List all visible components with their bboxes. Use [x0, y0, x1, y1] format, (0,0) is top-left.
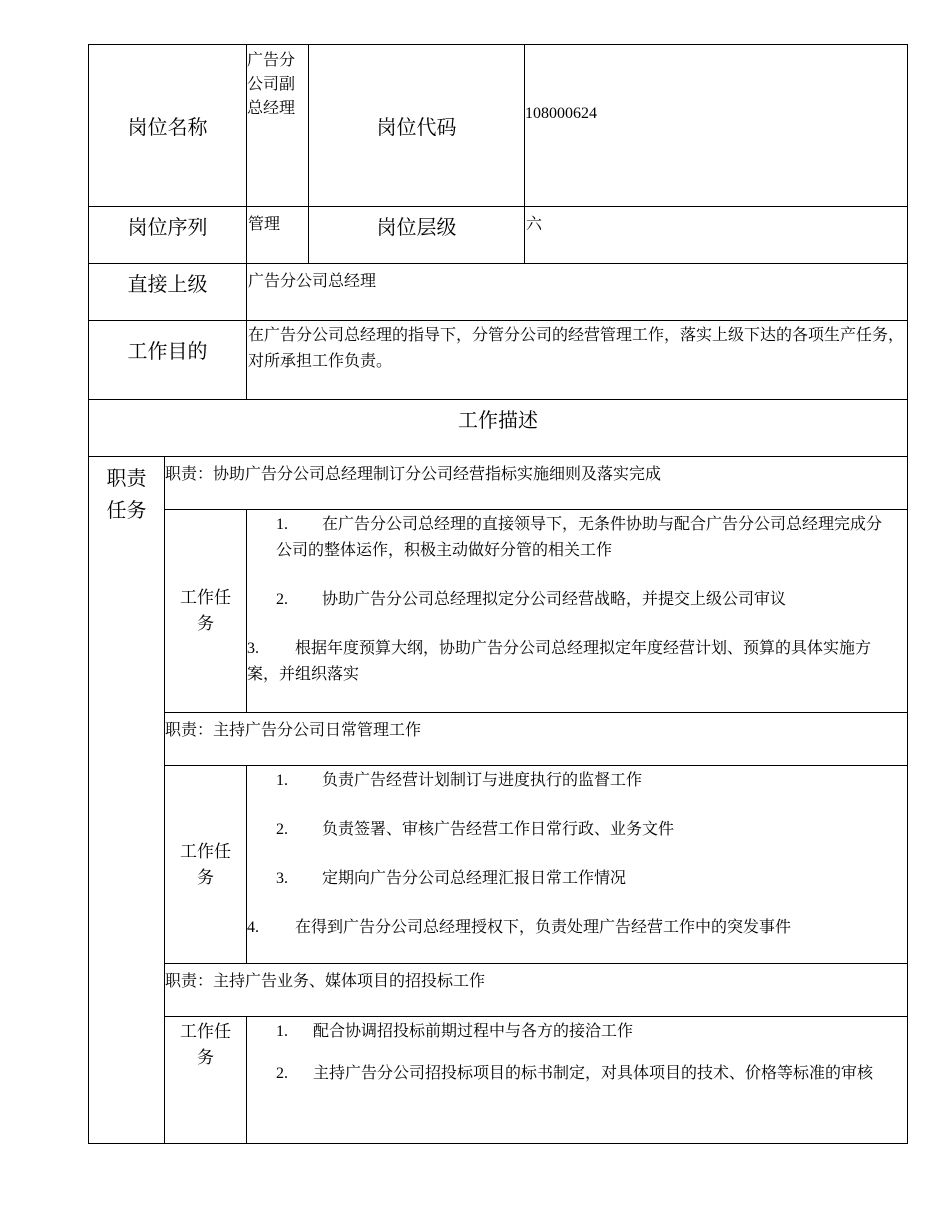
task-item: 1. 负责广告经营计划制订与进度执行的监督工作	[276, 772, 643, 789]
task-item: 2. 主持广告分公司招投标项目的标书制定，对具体项目的技术、价格等标准的审核	[276, 1065, 874, 1082]
purpose-label: 工作目的	[89, 321, 247, 400]
task-label: 工作任务	[165, 766, 247, 964]
task-item: 3. 根据年度预算大纲，协助广告分公司总经理拟定年度经营计划、预算的具体实施方案，并组织落实	[247, 640, 872, 683]
task-item: 2. 协助广告分公司总经理拟定分公司经营战略，并提交上级公司审议	[276, 591, 787, 608]
supervisor-value: 广告分公司总经理	[247, 264, 908, 321]
task-list	[247, 510, 908, 713]
position-series-value: 管理	[247, 207, 309, 264]
task-item: 1. 在广告分公司总经理的直接领导下，无条件协助与配合广告分公司总经理完成分公司的整体运作，积极主动做好分管的相关工作	[276, 516, 883, 559]
task-item: 3. 定期向广告分公司总经理汇报日常工作情况	[276, 870, 627, 887]
task-item: 1. 配合协调招投标前期过程中与各方的接洽工作	[276, 1023, 634, 1040]
position-level-value: 六	[525, 207, 908, 264]
task-label: 工作任务	[165, 510, 247, 713]
supervisor-label: 直接上级	[89, 264, 247, 321]
task-item: 4. 在得到广告分公司总经理授权下，负责处理广告经营工作中的突发事件	[247, 919, 792, 936]
duty-title: 职责：主持广告分公司日常管理工作	[165, 713, 908, 766]
position-title-label: 岗位名称	[89, 45, 247, 207]
description-title: 工作描述	[89, 400, 908, 457]
duty-title: 职责：协助广告分公司总经理制订分公司经营指标实施细则及落实完成	[165, 457, 908, 510]
position-code-label: 岗位代码	[309, 45, 525, 207]
responsibility-label: 职责任务	[89, 457, 165, 1144]
position-title-value: 广告分公司副总经理	[247, 45, 309, 207]
position-series-label: 岗位序列	[89, 207, 247, 264]
task-item: 2. 负责签署、审核广告经营工作日常行政、业务文件	[276, 821, 675, 838]
task-list	[247, 766, 908, 964]
job-description-table	[88, 44, 908, 1144]
purpose-value: 在广告分公司总经理的指导下，分管分公司的经营管理工作，落实上级下达的各项生产任务，对所承担工作负责。	[247, 321, 908, 400]
duty-title: 职责：主持广告业务、媒体项目的招投标工作	[165, 964, 908, 1017]
task-list	[247, 1017, 908, 1144]
task-label: 工作任务	[165, 1017, 247, 1144]
position-level-label: 岗位层级	[309, 207, 525, 264]
position-code-value: 108000624	[525, 45, 908, 207]
